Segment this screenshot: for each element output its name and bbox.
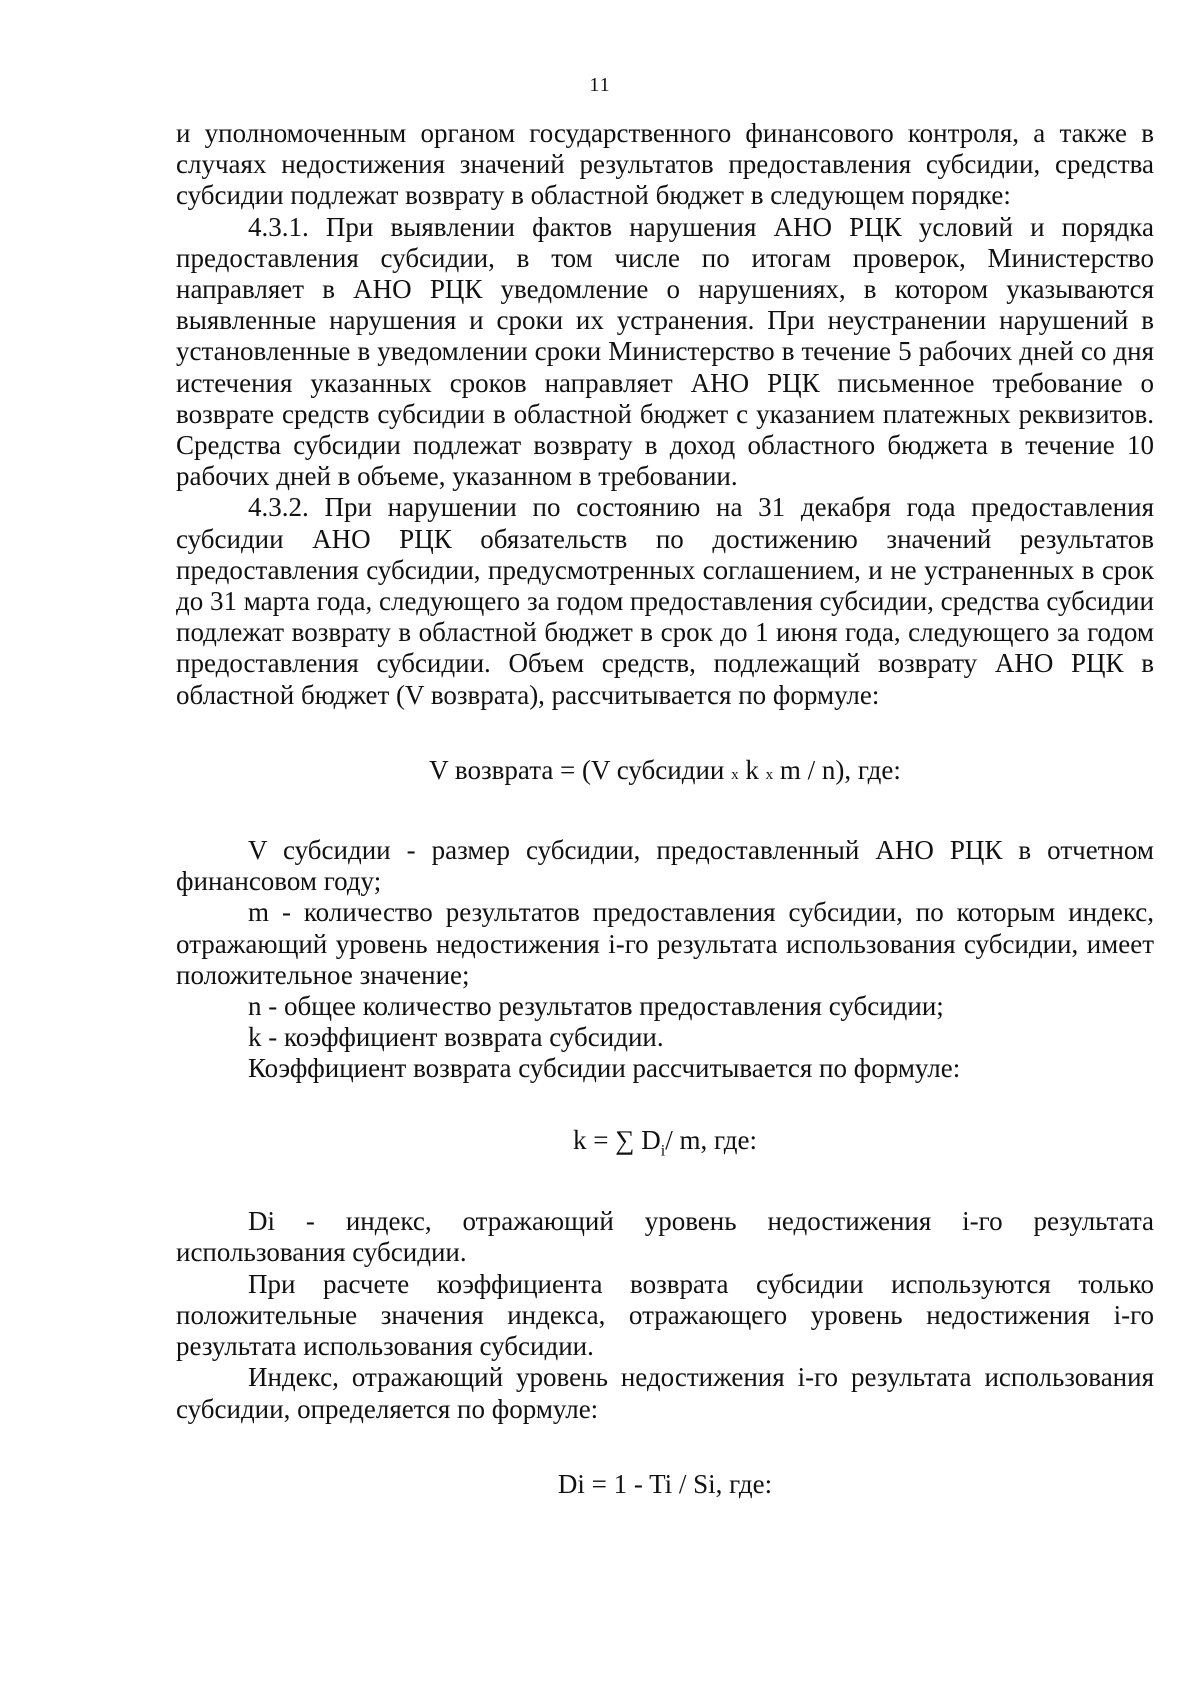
paragraph: Коэффициент возврата субсидии рассчитывается по формуле: — [248, 1053, 961, 1084]
formula-v-return — [176, 755, 1154, 791]
formula-di: Di = 1 - Ti / Si, где: — [557, 1468, 773, 1499]
definition-n: n - общее количество результатов предоставления субсидии; — [248, 991, 944, 1022]
multiply-sign: x — [765, 766, 774, 783]
subscript: i — [660, 1142, 666, 1160]
paragraph-4-3-1: 4.3.1. При выявлении фактов нарушения АНО РЦК условий и порядка предоставления субсидии, в том числе по итогам проверок, Министерство направляет в АНО РЦК уведомление о нарушениях, в котором указываются выявленные нарушения и сроки их устранения. При неустранении нарушений в установленные в уведомлении сроки Министерство в течение 5 рабочих дней со дня истечения указанных сроков направляет АНО РЦК письменное требование о возврате средств субсидии в областной бюджет с указанием платежных реквизитов. Средства субсидии подлежат возврату в доход областного бюджета в течение 10 рабочих дней в объеме, указанном в требовании. — [176, 211, 1154, 492]
formula-part: V возврата = (V субсидии — [429, 754, 732, 785]
paragraph-4-3-2: 4.3.2. При нарушении по состоянию на 31 декабря года предоставления субсидии АНО РЦК обязательств по достижению значений результатов предоставления субсидии, предусмотренных соглашением, и не устраненных в срок до 31 марта года, следующего за годом предоставления субсидии, средства субсидии подлежат возврату в областной бюджет в срок до 1 июня года, следующего за годом предоставления субсидии. Объем средств, подлежащий возврату АНО РЦК в областной бюджет (V возврата), рассчитывается по формуле: — [176, 492, 1154, 710]
formula-part: / m, где: — [665, 1124, 757, 1155]
formula-part: k = ∑ D — [573, 1124, 661, 1155]
definition-m: m - количество результатов предоставления субсидии, по которым индекс, отражающий уровень недостижения i-го результата использования субсидии, имеет положительное значение; — [176, 897, 1154, 990]
multiply-sign: x — [731, 766, 739, 783]
formula-part: m / n), где: — [773, 754, 901, 785]
formula-k — [176, 1125, 1154, 1167]
page-number: 11 — [589, 74, 611, 96]
paragraph: Индекс, отражающий уровень недостижения i-го результата использования субсидии, определяется по формуле: — [176, 1362, 1154, 1424]
paragraph: и уполномоченным органом государственного финансового контроля, а также в случаях недостижения значений результатов предоставления субсидии, средства субсидии подлежат возврату в областной бюджет в следующем порядке: — [176, 118, 1154, 211]
definition-v-subsidy: V субсидии - размер субсидии, предоставленный АНО РЦК в отчетном финансовом году; — [176, 835, 1154, 897]
document-body — [176, 118, 1154, 1500]
formula-part: k — [738, 754, 766, 785]
definition-k: k - коэффициент возврата субсидии. — [248, 1022, 664, 1053]
definition-di: Di - индекс, отражающий уровень недостижения i-го результата использования субсидии. — [176, 1206, 1154, 1268]
paragraph: При расчете коэффициента возврата субсидии используются только положительные значения индекса, отражающего уровень недостижения i-го результата использования субсидии. — [176, 1268, 1154, 1362]
